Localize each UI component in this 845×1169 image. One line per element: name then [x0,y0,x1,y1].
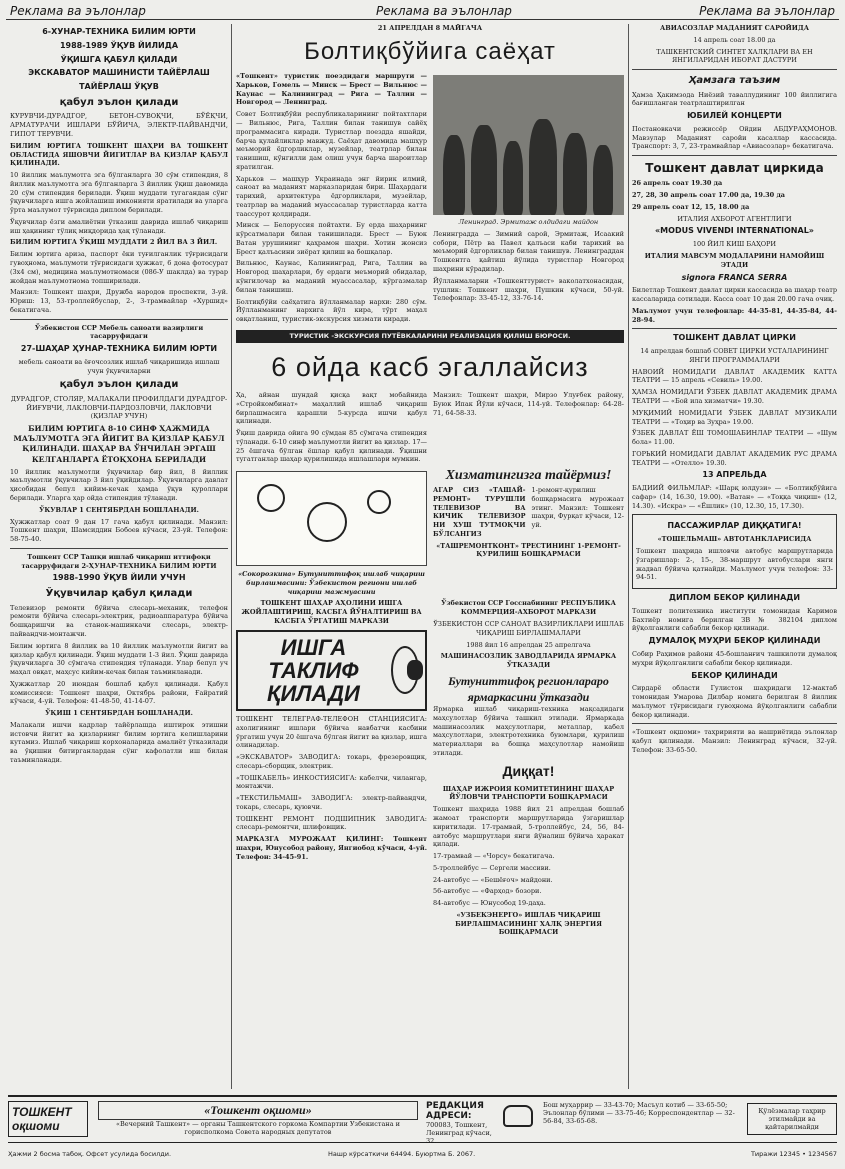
divider [632,69,837,70]
school-title: 27-ШАҲАР ҲУНАР-ТЕХНИКА БИЛИМ ЮРТИ [20,344,218,354]
body-text: Ўқувчилар ёзги амалиётни ўтказиш даврида ишлаб чиқариш иш ҳақининг тўлиқ миқдорида ҳақ тўланади. [10,217,228,235]
ministry-text: Ўзбекистон ССР Мебель саноати вазирлиги тасарруфидаги [34,323,204,341]
ad-text: Ўқиш даврида ойига 90 сўмдан 85 сўмгача стипендия тўланади. 6-10 синф маълумотли йигит ва қизлар. 17—25 ёшгача бўлган ёшлар қабул қилинади. Ўқишни тугатганлар шаҳар қурилишида ишлашлари мумкин. [236,429,427,464]
article-title: Болтиқбўйига саёҳат [304,37,556,65]
bold-notice: БИЛИМ ЮРТИГА 8-10 СИНФ ҲАЖМИДА МАЪЛУМОТГА ЭГА ЙИГИТ ВА ҚИЗЛАР ҚАБУЛ ҚИЛИНАДИ. ШАҲАР ВА ЎНЧИЛАН ЭРГАШ КЕЛГАНЛАРГА ЁТОҚХОНА БЕРИЛАДИ [13,424,225,464]
article-text: Харьков — машҳур Украинада энг йирик илмий, саноат ва маданият марказларидан бири. Шаҳардаги тарихий, архитектура ёдгорликлари, музейлар, театрлар ва маданий муассасалар туристларда катта таассурот қолдиради. [236,174,427,218]
route-item: 84-автобус — Юнусобод 19-даҳа. [433,899,546,908]
divider [632,328,837,329]
fair-org: Ўзбекистон ССР Госснабининг РЕСПУБЛИКА КОММЕРЦИЯ-АХБОРОТ МАРКАЗИ [441,599,616,617]
article-text: Йўлланмаларни «Тошкенттурист» ваколатхонасидан, тушлик: Тошкент шаҳри, Пушкин кўчаси, 50-уй. Телефонлар: 33-45-12, 33-76-14. [433,276,624,303]
job-offer-item: «ЭКСКАВАТОР» ЗАВОДИГА: токарь, фрезеровщик, слесарь-сборщик, электрик. [236,753,427,770]
fair-subtitle: ЎЗБЕКИСТОН ССР САНОАТ ВАЗИРЛИКЛАРИ ИШЛАБ ЧИҚАРИШ БИРЛАШМАЛАРИ [433,619,624,637]
newspaper-org: «Вечерний Ташкент» — органы Ташкентского горкома Компартии Узбекистана и горисполкома Совета народных депутатов [116,1120,400,1136]
ad-title: 6 ойда касб эгаллайсиз [271,351,589,382]
body-text: Билим юртига ариза, паспорт ёки туғилганлик тўғрисидаги гувоҳнома, маълумоти тўғрисидаги ҳужжат, 6 дона фотосурат (3х4 см), медицина маълумотномаси (086-У шаклда) ва турар жойдан маълумотнома топширилади. [10,250,228,285]
address-text: Ҳужжатлар соат 9 дан 17 гача қабул қилинади. Манзил: Тошкент шаҳри, Шамсиддин Бобоев кўчаси, 23-уй. Телефон: 58-75-40. [10,517,228,544]
header-center: Реклама ва эълонлар [376,4,512,18]
circus-phones: Маълумот учун телефонлар: 44-35-81, 44-35-84, 44-28-94. [632,306,837,324]
admission-heading: қабул эълон қилади [59,379,179,391]
circus-date: 26 апрель соат 19.30 да [632,179,723,188]
route-item: 5-троллейбус — Сергели массиви. [433,863,551,872]
closing-text: «Тошкент оқшоми» таҳририяти ва нашриётида эълонлар қабул қилинади. Манзил: Ленинград кўчаси, 32-уй. Телефон: 33-65-50. [632,728,837,754]
school-line: 6-ХУНАР-ТЕХНИКА БИЛИМ ЮРТИ [42,27,196,36]
circus-subtitle: 100 ЙИЛ КИШ БАҲОРИ [692,240,777,249]
column-right [632,24,837,1092]
divider [10,319,228,320]
center-caption: ТОШКЕНТ ШАҲАР АҲОЛИНИ ИШГА ЖОЙЛАШТИРИШ, КАСБГА ЙЎНАЛТИРИШ ВА КАСБГА ЎРГАТИШ МАРКАЗИ [241,599,422,625]
cinema-title: 13 АПРЕЛЬДА [702,470,767,480]
circus-show: «MODUS VIVENDI INTERNATIONAL» [655,226,814,236]
job-offer-item: «ТЕКСТИЛЬМАШ» ЗАВОДИГА: электр-пайвандчи, токарь, слесарь, қуювчи. [236,794,427,811]
stamp-text: Собир Раҳимов райони 45-бошланғич ташкилоти думалоқ муҳри йўқолганлиги сабабли бекор қилинади. [632,649,837,667]
palace-text: ТАШКЕНТСКИЙ СИНТЕТ ХАЛҚЛАРИ ВА ЕН ЯНГИЛАРИДАН ИБОРАТ ДАСТУРИ [656,47,813,65]
lower-row [236,599,624,940]
attention-text: Тошкент шаҳрида 1988 йил 21 апрелдан бошлаб жамоат транспорти маршрутларида ўзгаришлар киритилади. 17-трамвай, 5-троллейбус, 24, 56, 84-автобус маршрутлари янги йўналиш бўйича ҳаракат қилади. [433,805,624,849]
school-subtitle: 1988-1990 ЎҚУВ ЙИЛИ УЧУН [52,573,186,583]
theatre-item: ҲАМЗА НОМИДАГИ ЎЗБЕК ДАВЛАТ АКАДЕМИК ДРАМА ТЕАТРИ — «Бой ила хизматчи» 19.30. [632,388,837,406]
job-offer-item: «ТОШКАБЕЛЬ» ИНКОСТИЯСИГА: кабелчи, чилангар, монтажчи. [236,773,427,791]
circus-collection: ИТАЛИЯ МАВСУМ МОДАЛАРИНИ НАМОЙИШ ЭТАДИ [644,252,825,269]
emblem-icon [391,646,419,694]
school-line: ЎҚИШГА ҚАБУЛ ҚИЛАДИ [60,54,178,64]
transport-org: «ТОШЕЛЬМАШ» АВТОТАНКЛАРИСИДА [657,535,812,544]
redaction-label: РЕДАКЦИЯ АДРЕСИ: [426,1101,484,1121]
transport-text: Тошкент шаҳрида ишловчи автобус маршрутларида ўзгаришлар: 2-, 15-, 38-маршрут автобуслари янги жадвал бўйича қатнайди. Маълумот учун телефон: 33-94-51. [636,547,833,582]
school-line: ЭКСКАВАТОР МАШИНИСТИ ТАЙЁРЛАШ [28,68,210,78]
fair-heading: МАШИНАСОЗЛИК ЗАВОДЛАРИДА ЯРМАРКА ЎТКАЗАДИ [440,652,617,670]
imprint-left: Ҳажми 2 босма табоқ. Офсет усулида босилди. [8,1150,172,1158]
article-text: Ленинградда — Зимний сарой, Эрмитаж, Исаакий собори, Пётр ва Павел қалъаси каби тарихий ва меъморий ёдгорликлар билан танишув. Ленинграддан Тошкентга қайтиш йўлида туристлар Новгород шаҳрини кўрадилар. [433,229,624,273]
newspaper-name: «Тошкент оқшоми» [98,1101,418,1120]
body-text: Ҳужжатлар 20 июндан бошлаб қабул қилинади. Қабул комиссияси: Тошкент шаҳри, Октябрь райони, Ғайратий кўчаси, 4-уй. Телефон: 41-48-50, 41-14-07. [10,679,228,706]
theatre-item: МУҚИМИЙ НОМИДАГИ ЎЗБЕК ДАВЛАТ МУЗИКАЛИ ТЕАТРИ — «Тоҳир ва Зуҳра» 19.00. [632,408,837,426]
service-left: АГАР СИЗ «ТАШАЙ-РЕМОНТ» ТУРУШЛИ ТЕЛЕВИЗОР ВА КИЧИК ТЕЛЕВИЗОР НИ ХУШ ТУТМОҚЧИ БЎЛСАНГИЗ [433,486,526,538]
news-photo [433,75,624,215]
bold-notice: БИЛИМ ЮРТИГА ТОШКЕНТ ШАҲРИ ВА ТОШКЕНТ ОБЛАСТИДА ЯШОВЧИ ЙИГИТЛАР ВА ҚИЗЛАР ҚАБУЛ ҚИЛИНАДИ. [10,141,228,168]
fair-title: Бутуниттифоқ регионлараро ярмаркасини ўтказади [448,673,609,704]
transport-box [632,514,837,589]
school-line: 1988-1989 ЎҚУВ ЙИЛИДА [59,40,179,50]
phone-icon [503,1105,533,1127]
job-offer-item: ТОШКЕНТ РЕМОНТ ПОДШИПНИК ЗАВОДИГА: слесарь-ремонтчи, шлифовщик. [236,814,427,832]
circus-title: Тошкент давлат циркида [645,161,824,176]
cinema-text: БАДИИЙ ФИЛЬМЛАР: «Шарқ юлдузи» — «Болтиқбўйига сафар» (14, 16.30, 19.00). «Ватан» — «Тоққа чиқиш» (12, 14.30). «Искра» — «Ёшлик» (10, 12.30, 15, 17.30). [632,484,837,510]
divider [10,548,228,549]
circus-signora: signora FRANCA SERRA [681,272,788,282]
article-text: Болтиқбўйи саёҳатига йўлланмалар нархи: 280 сўм. Йўлланманинг нархига йўл кира, тўрт маҳал овқатланиш, туристик-экскурсия хизмати киради. [236,297,427,324]
theatre-item: ГОРЬКИЙ НОМИДАГИ ДАВЛАТ АКАДЕМИК РУС ДРАМА ТЕАТРИ — «Отелло» 19.30. [632,449,837,467]
theatre-subtitle: 14 апрелдан бошлаб СОВЕТ ЦИРКИ УСТАЛАРИНИНГ ЯНГИ ПРОГРАММАЛАРИ [640,347,829,364]
masthead-footer [8,1095,837,1143]
cartoon-service-row [236,467,624,599]
school-line: ТАЙЁРЛАШ ЎҚУВ [79,82,159,92]
school-title: Тошкент ССР Ташқи ишлаб чиқариш иттифоқи тасарруфидаги 2-ҲУНАР-ТЕХНИКА БИЛИМ ЮРТИ [21,552,217,570]
body-text: Малакали ишчи кадрлар тайёрлашда иштирок этишни истовчи йигит ва қизларнинг билим юртига келишларини кутамиз. Ишлаб чиқариш корхоналарида амалиёт ўтказилади ва ўқишни битирганлардан сўнг кафолатли иш билан таъминланади. [10,720,228,764]
attention-subtitle: ШАҲАР ИЖРОИЯ КОМИТЕТИНИНГ ШАҲАР ЙЎЛОВЧИ ТРАНСПОРТИ БОШҚАРМАСИ [442,784,615,802]
palace-date: 14 апрель соат 18.00 да [693,35,776,44]
article-text: Минск — Белоруссия пойтахти. Бу ерда шаҳарнинг кўрсатмалари билан танишилади. Брест — Буюк Ватан урушининг қаҳрамон шаҳри. Хотин жонсиз Брест қалъасини зиёрат қилиш ва бошқалар. [236,221,427,256]
fair-date: 1988 йил 16 апрелдан 25 апрелгача [466,640,591,649]
header-left: Реклама ва эълонлар [10,4,146,18]
certificate-text: Сирдарё области Гулистон шаҳридаги 12-мактаб томонидан Умарова Дилбар номига берилган 8 йиллик маълумот тўғрисидаги гувоҳнома йўқолганлиги сабабли бекор қилинади. [632,684,837,719]
ad-text: Ҳа, айнан шундай қисқа вақт мобайнида «Стройкомбинат» маҳаллий ишлаб чиқариш бирлашмасига қарашли 5-курсда ишчи қабул қилинади. [236,391,427,426]
circus-agency: ИТАЛИЯ АХБОРОТ АГЕНТЛИГИ [677,214,792,223]
column-divider [628,24,629,1089]
ad-address: Манзил: Тошкент шаҳри, Мирзо Улуғбек району, Буюк Ипак Йўли кўчаси, 114-уй. Телефонлар: 64-28-71, 64-58-33. [433,391,624,417]
circus-text: Билетлар Тошкент давлат цирки кассасида ва шаҳар театр кассаларида сотилади. Касса соат 10 дан 20.00 гача очиқ. [632,286,837,304]
service-org: «ТАШРЕМОНТКОНТ» ТРЕСТИНИНГ 1-РЕМОНТ-ҚУРИЛИШ БОШҚАРМАСИ [436,541,621,559]
notice-box: Қўлёзмалар таҳрир этилмайди ва қайтарилмайди [747,1103,837,1135]
professions-text: ДУРАДГОР, СТОЛЯР, МАЛАКАЛИ ПРОФИЛДАГИ ДУРАДГОР-ЙИҒУВЧИ, ЛАКЛОВЧИ-ПАРДОЗЛОВЧИ, ЛАКЛОВЧИ (ҚИЗЛАР УЧУН) [10,394,228,421]
date-line: 21 АПРЕЛДАН 8 МАЙГАЧА [377,24,483,32]
concert-title: ЮБИЛЕЙ КОНЦЕРТИ [687,111,782,121]
divider [632,723,837,724]
column-center [236,24,624,1092]
certificate-title: БЕКОР ҚИЛИНАДИ [691,670,778,680]
newspaper-logo: ТОШКЕНТ оқшоми [8,1101,88,1137]
page-header [6,4,839,20]
body-text: Билим юртига 8 йиллик ва 10 йиллик маълумотли йигит ва қизлар қабул қилинади. Ўқиш муддати 1-3 йил. Ўқиш даврида ўқувчиларга 30 сўмгача стипендия тўланади. Улар бепул уч маҳал овқат, маҳсус кийим-кечак билан таъминланади. [10,641,228,677]
job-offer-box [236,630,427,711]
column-left [10,24,228,1092]
stamp-title: ДУМАЛОҚ МУҲРИ БЕКОР ҚИЛИНАДИ [648,636,821,646]
route-item: 56-автобус — «Фарҳод» бозори. [433,887,542,896]
imprint-right: Тиражи 12345 • 1234567 [750,1150,837,1158]
tribute-title: Ҳамзага таъзим [688,75,781,87]
attention-title: Диққат! [502,762,555,779]
bold-notice: ЎҚИШ 1 СЕНТЯБРДАН БОШЛАНАДИ. [45,709,193,718]
transport-title: ПАССАЖИРЛАР ДИҚҚАТИГА! [667,521,802,531]
job-offer-footer: МАРКАЗГА МУРОЖААТ ҚИЛИНГ: Тошкент шаҳри, Юнусобод району, Янгиобод кўчаси, 4-уй. Телефон: 34-45-91. [236,835,427,861]
admission-heading: қабул эълон қилади [59,96,179,108]
cartoon-illustration [236,471,427,566]
route-item: 24-автобус — «Бешёғоч» майдони. [433,875,553,884]
article-lead: «Тошкент» туристик поездидаги маршрути — Харьков, Гомель — Минск — Брест — Вильнюс — Каунас — Калининград — Рига — Таллин — Новгород — Ленинград. [236,72,427,107]
imprint-center: Нашр кўрсаткичи 64494. Буюртма Б. 2067. [328,1150,476,1158]
ad-body [236,391,624,467]
imprint-line [8,1148,837,1162]
photo-caption: Ленинград. Эрмитаж олдидаги майдон [458,218,599,227]
professions-text: КУРУВЧИ-ДУРАДГОР, БЕТОН-СУВОҚЧИ, БЎЁҚЧИ, АРМАТУРАЧИ ИШЛАРИ БЎЙИЧА, ЭЛЕКТР-ПАЙВАНДЧИ, ГИПОТ ТЕРУВЧИ. [10,112,228,139]
professions-text: Телевизор ремонти бўйича слесарь-механик, телефон ремонти бўйича слесарь-электрик, радиоаппаратура бўйича бошқаришчи ва станок-машинкачи слесарь, электр-пайвандчи-монтажчи. [10,603,228,638]
theatre-item: НАВОИЙ НОМИДАГИ ДАВЛАТ АКАДЕМИК КАТТА ТЕАТРИ — 15 апрель «Севиль» 19.00. [632,367,837,385]
admission-heading: Ўқувчилар қабул қилади [45,588,193,600]
service-right: 1-ремонт-қурилиш бошқармасига мурожаат этинг. Манзил: Тошкент шаҳри, Фурқат кўчаси, 12-уй. [531,486,624,530]
bold-notice: ЎКУВЛАР 1 СЕНТЯБРДАН БОШЛАНАДИ. [39,505,199,514]
circus-date: 29 апрель соат 12, 15, 18.00 да [632,202,750,211]
divider [632,155,837,156]
tribute-text: Ҳамза Ҳакимзода Ниёзий таваллудининг 100 йиллигига бағишланган театрлаштирилган [632,90,837,108]
concert-text: Постановкачи режиссёр Ойдин АБДУРАҲМОНОВ. Мавзулар Маданият саройи касаллар кассасида. Транспорт: 3, 7, 23-трамвайлар «Авиасозлар» бекатигача. [632,124,837,151]
theatre-title: ТОШКЕНТ ДАВЛАТ ЦИРКИ [673,333,796,343]
header-right: Реклама ва эълонлар [699,4,835,18]
article-text: Совет Болтиқбўйи республикаларининг пойтахтлари — Вильнюс, Рига, Таллин билан танишув сайёҳ программасига киради. Туристлар поездда яшайди, барча қулайликлар мавжуд. Саёҳат давомида машҳур меъморий ёдгорликлар, музейлар, театрлар билан танишиш, кўнгилли дам олиш учун барча шароитлар яратилган. [236,110,427,171]
redaction-address: 700083, Тошкент, Ленинград кўчаси, 32. [426,1121,492,1145]
cartoon-caption: «Сокорозкина» Бутуниттифоқ ишлаб чиқариш бирлашмасини: Ўзбекистон региони ишлаб чиқариш мажмуасини [238,570,425,596]
article-body [236,72,624,327]
column-divider [231,24,232,1089]
job-offer-text: ТОШКЕНТ ТЕЛЕГРАФ-ТЕЛЕФОН СТАНЦИЯСИГА: ахолигининг ишлари бўйича навбатчи касбини ўргатиш учун 20 ёшгача бўлган йигит ва қизлар, ишга олинадилар. [236,715,427,750]
fair-text: Ярмарка ишлаб чиқариш-техника мақсадидаги маҳсулотлар бўйича ташкил этилади. Ярмаркада машинасозлик маҳсулотлари, металлар, кабел маҳсулотлари, электротехника буюмлари, қурилиш материаллари ва бошқа маҳсулотлар намойиш этилади. [433,705,624,758]
job-offer-heading: ИШГА ТАКЛИФ ҚИЛАДИ [267,634,360,706]
route-item: 17-трамвай — «Чорсу» бекатигача. [433,852,555,861]
body-text: 10 йиллик маълумотли ўқувчилар бир йил, 8 йиллик маълумотли ўқувчилар 3 йил ўқийдилар. Ўқувчиларга давлат ҳисобидан бепул кийим-кечак ҳамда ўқув қуроллари берилади. Уларга ҳар ойда стипендия тўланади. [10,467,228,503]
circus-date: 27, 28, 30 апрель соат 17.00 да, 19.30 да [632,191,786,200]
bureau-bar: ТУРИСТИК -ЭКСКУРСИЯ ПУТЁВКАЛАРИНИ РЕАЛИЗАЦИЯ ҚИЛИШ БЮРОСИ. [236,330,624,343]
school-subtitle: мебель саноати ва ёғочсозлик ишлаб чиқаришида ишлаш учун ўқувчиларни [18,357,220,375]
palace-line: АВИАСОЗЛАР МАДАНИЯТ САРОЙИДА [660,24,809,32]
bold-notice: БИЛИМ ЮРТИГА ЎҚИШ МУДДАТИ 2 ЙИЛ ВА 3 ЙИЛ. [10,238,218,247]
phone-list: Бош муҳаррир — 33-43-70; Масъул котиб — 33-65-50; Эълонлар бўлими — 33-75-46; Корреспондентлар — 32-56-84, 33-65-68. [543,1101,735,1125]
theatre-item: ЎЗБЕК ДАВЛАТ ЁШ ТОМОШАБИНЛАР ТЕАТРИ — «Шум бола» 11.00. [632,429,837,447]
diploma-title: ДИПЛОМ БЕКОР ҚИЛИНАДИ [668,593,801,603]
article-text: Вильнюс, Каунас, Калининград, Рига, Таллин ва Новгород шаҳарлари, бу ердаги меъморий обидалар, кўнгилочар ва маданий муассасалар, кўргазмалар билан танишиш. [236,259,427,294]
address-text: Манзил: Тошкент шаҳри, Дружба народов проспекти, 3-уй. Юриш: 13, 53-троллейбуслар, 2-, 3-трамвайлар «Хуршид» бекатигача. [10,288,228,314]
attention-footer: «УЗБЕКЭНЕРГО» ИШЛАБ ЧИҚАРИШ БИРЛАШМАСИНИНГ ХАЛҚ ЭНЕРГИЯ БОШҚАРМАСИ [455,910,602,937]
service-title: Хизматингизга тайёрмиз! [445,468,612,484]
body-text: 10 йиллик маълумотга эга бўлганларга 30 сўм стипендия, 8 йиллик маълумотга эга бўлганларга 3 йиллик ўқиш давомида 20 сўм стипендия берилади. Ўқиш муддати тугагандан сўнг ўқувчиларга ишга жойлашиш имконияти яратилади ва уларга ўрта маълумот тўғрисида диплом берилади. [10,171,228,215]
diploma-text: Тошкент политехника институти томонидан Каримов Бахтиёр номига берилган ЗВ № 382104 диплом йўқолганлиги сабабли бекор қилинади. [632,606,837,633]
